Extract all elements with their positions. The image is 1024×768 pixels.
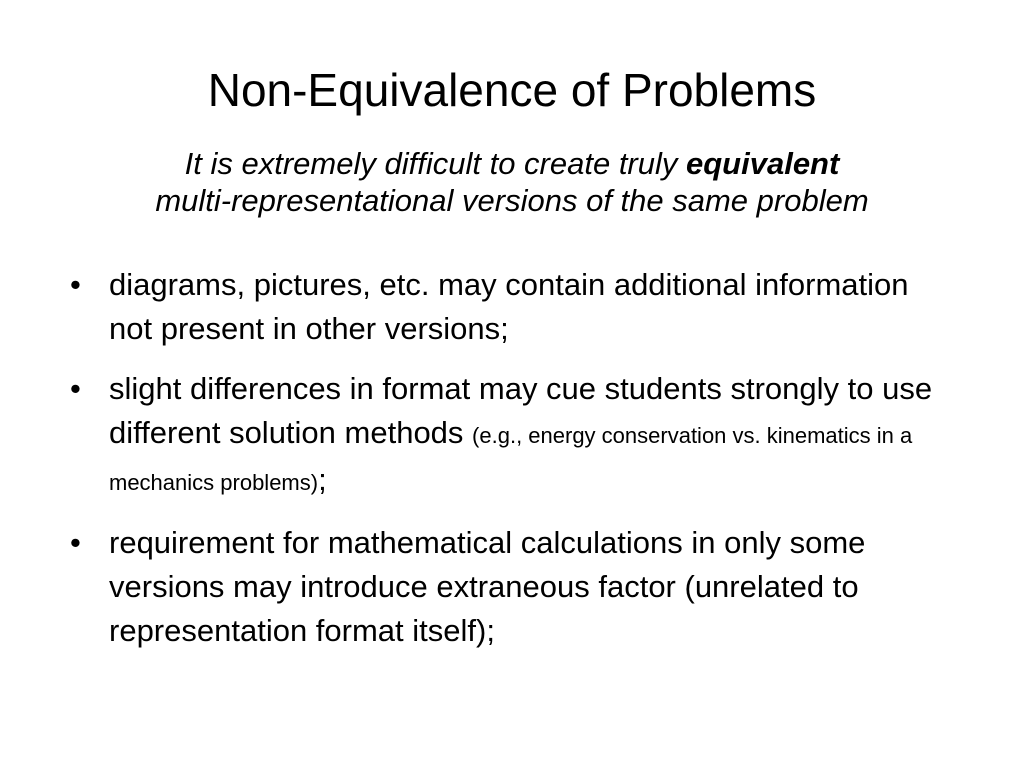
subtitle-emphasis: equivalent xyxy=(686,146,840,181)
slide-subtitle xyxy=(0,145,1024,219)
slide-title: Non-Equivalence of Problems xyxy=(207,64,817,116)
bullet-dot-icon: • xyxy=(70,371,81,406)
bullet-item-2 xyxy=(70,367,950,505)
bullet-dot-icon: • xyxy=(70,525,81,560)
bullet-text-3: requirement for mathematical calculations in only some versions may introduce extraneous factor (unrelated to representation format itself); xyxy=(109,525,866,648)
bullet-text-2-tail: ; xyxy=(318,462,327,497)
subtitle-part2: multi-representational versions of the same problem xyxy=(155,183,869,218)
bullet-text-1: diagrams, pictures, etc. may contain additional information not present in other versions; xyxy=(109,267,909,346)
bullet-item-1 xyxy=(70,263,950,351)
bullet-dot-icon: • xyxy=(70,267,81,302)
bullet-list xyxy=(70,263,950,669)
bullet-item-3 xyxy=(70,521,950,653)
bullet-text-2-small: (e.g., energy conservation vs. kinematics in a mechanics problems) xyxy=(109,423,913,495)
subtitle-part1: It is extremely difficult to create truly xyxy=(184,146,686,181)
bullet-text-2: slight differences in format may cue students strongly to use different solution methods xyxy=(109,371,933,450)
